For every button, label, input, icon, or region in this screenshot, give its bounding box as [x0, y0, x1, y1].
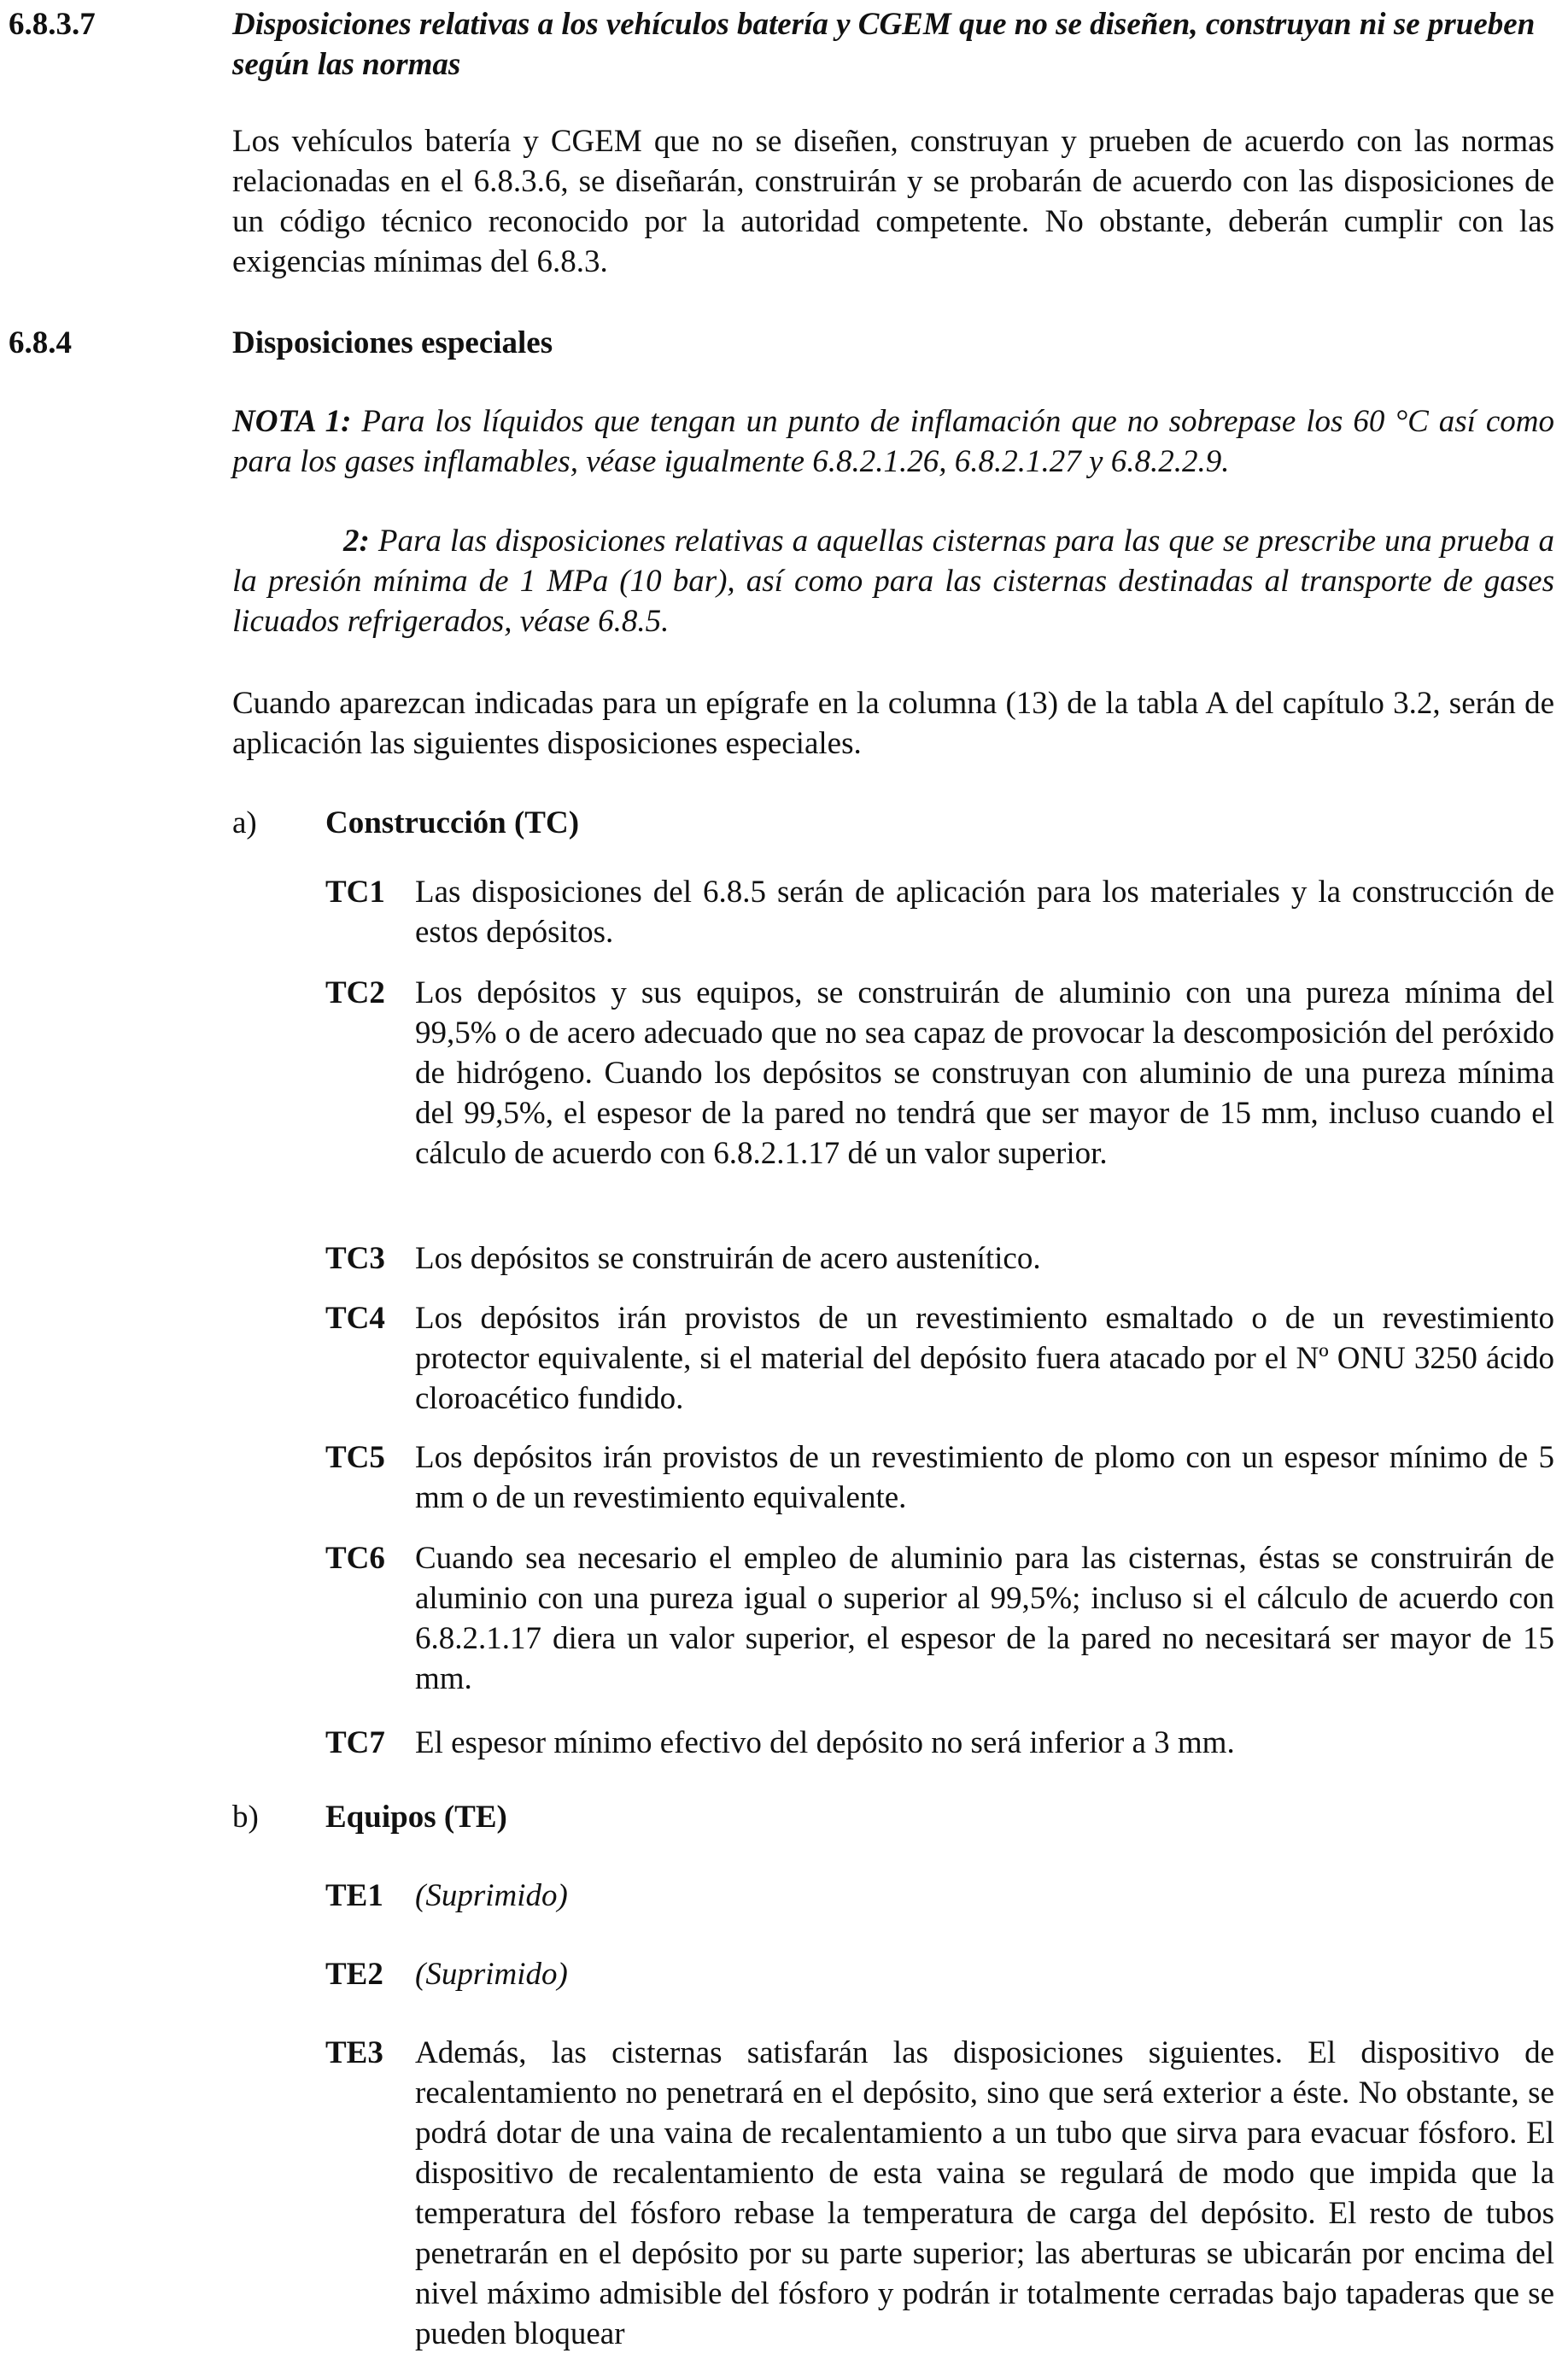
provision-text-tc7: El espesor mínimo efectivo del depósito no será inferior a 3 mm. [415, 1725, 1235, 1760]
provision-text-tc5: Los depósitos irán provistos de un revestimiento de plomo con un espesor mínimo de 5 mm o de un revestimiento equivalente. [415, 1440, 1554, 1515]
provision-code-te2: TE2 [325, 1957, 383, 1992]
provision-code-tc2: TC2 [325, 975, 385, 1010]
provision-code-tc6: TC6 [325, 1541, 385, 1576]
section-title-6837: Disposiciones relativas a los vehículos batería y CGEM que no se diseñen, construyan ni se prueben según las normas [232, 7, 1536, 82]
note-1-label: NOTA 1: [232, 404, 352, 439]
provision-text-tc6: Cuando sea necesario el empleo de aluminio para las cisternas, éstas se construirán de aluminio con una pureza igual o superior al 99,5%; incluso si el cálculo de acuerdo con 6.8.2.1.17 diera un valor superior, el espesor de la pared no necesitará ser mayor de 15 mm. [415, 1541, 1554, 1696]
provision-code-tc4: TC4 [325, 1301, 385, 1336]
section-title-684: Disposiciones especiales [232, 325, 553, 360]
provision-text-te3: Además, las cisternas satisfarán las disposiciones siguientes. El dispositivo de recalentamiento no penetrará en el depósito, sino que será exterior a éste. No obstante, se podrá dotar de una vaina de recalentamiento a un tubo que sirva para evacuar fósforo. El dispositivo de recalentamiento de esta vaina se regulará de modo que impida que la temperatura del fósforo rebase la temperatura de carga del depósito. El resto de tubos penetrarán en el depósito por su parte superior; las aberturas se ubicarán por encima del nivel máximo admisible del fósforo y podrán ir totalmente cerradas bajo tapaderas que se pueden bloquear [415, 2035, 1554, 2351]
section-number-684: 6.8.4 [9, 325, 72, 360]
section-number-6837: 6.8.3.7 [9, 7, 96, 42]
provision-code-tc7: TC7 [325, 1725, 385, 1760]
provision-text-tc2: Los depósitos y sus equipos, se construirán de aluminio con una pureza mínima del 99,5% o de acero adecuado que no sea capaz de provocar la descomposición del peróxido de hidrógeno. Cuando los depósitos se construyan con aluminio de una pureza mínima del 99,5%, el espesor de la pared no tendrá que ser mayor de 15 mm, incluso cuando el cálculo de acuerdo con 6.8.2.1.17 dé un valor superior. [415, 975, 1554, 1171]
provision-text-te2: (Suprimido) [415, 1957, 568, 1992]
provision-code-te3: TE3 [325, 2035, 383, 2070]
list-letter-a: a) [232, 805, 257, 840]
provision-code-tc5: TC5 [325, 1440, 385, 1475]
section-body-6837: Los vehículos batería y CGEM que no se diseñen, construyan y prueben de acuerdo con las normas relacionadas en el 6.8.3.6, se diseñarán, construirán y se probarán de acuerdo con las disposiciones de un código técnico reconocido por la autoridad competente. No obstante, deberán cumplir con las exigencias mínimas del 6.8.3. [232, 124, 1554, 279]
note-2-text: Para las disposiciones relativas a aquellas cisternas para las que se prescribe una prueba a la presión mínima de 1 MPa (10 bar), así como para las cisternas destinadas al transporte de gases licuados refrigerados, véase 6.8.5. [232, 524, 1555, 639]
provision-text-tc4: Los depósitos irán provistos de un revestimiento esmaltado o de un revestimiento protector equivalente, si el material del depósito fuera atacado por el Nº ONU 3250 ácido cloroacético fundido. [415, 1301, 1554, 1416]
note-1 [232, 401, 1554, 482]
provision-code-tc3: TC3 [325, 1241, 385, 1276]
provision-text-tc3: Los depósitos se construirán de acero austenítico. [415, 1241, 1041, 1276]
provision-code-te1: TE1 [325, 1878, 383, 1913]
list-title-equipos: Equipos (TE) [325, 1800, 507, 1835]
list-title-construccion: Construcción (TC) [325, 805, 580, 840]
provision-code-tc1: TC1 [325, 875, 385, 910]
note-2-label: 2: [343, 524, 370, 559]
provision-text-tc1: Las disposiciones del 6.8.5 serán de aplicación para los materiales y la construcción de estos depósitos. [415, 875, 1554, 950]
section-intro-684: Cuando aparezcan indicadas para un epígrafe en la columna (13) de la tabla A del capítulo 3.2, serán de aplicación las siguientes disposiciones especiales. [232, 686, 1554, 761]
note-2 [232, 521, 1554, 641]
provision-text-te1: (Suprimido) [415, 1878, 568, 1913]
list-letter-b: b) [232, 1800, 259, 1835]
note-1-text: Para los líquidos que tengan un punto de inflamación que no sobrepase los 60 °C así como para los gases inflamables, véase igualmente 6.8.2.1.26, 6.8.2.1.27 y 6.8.2.2.9. [232, 404, 1555, 479]
